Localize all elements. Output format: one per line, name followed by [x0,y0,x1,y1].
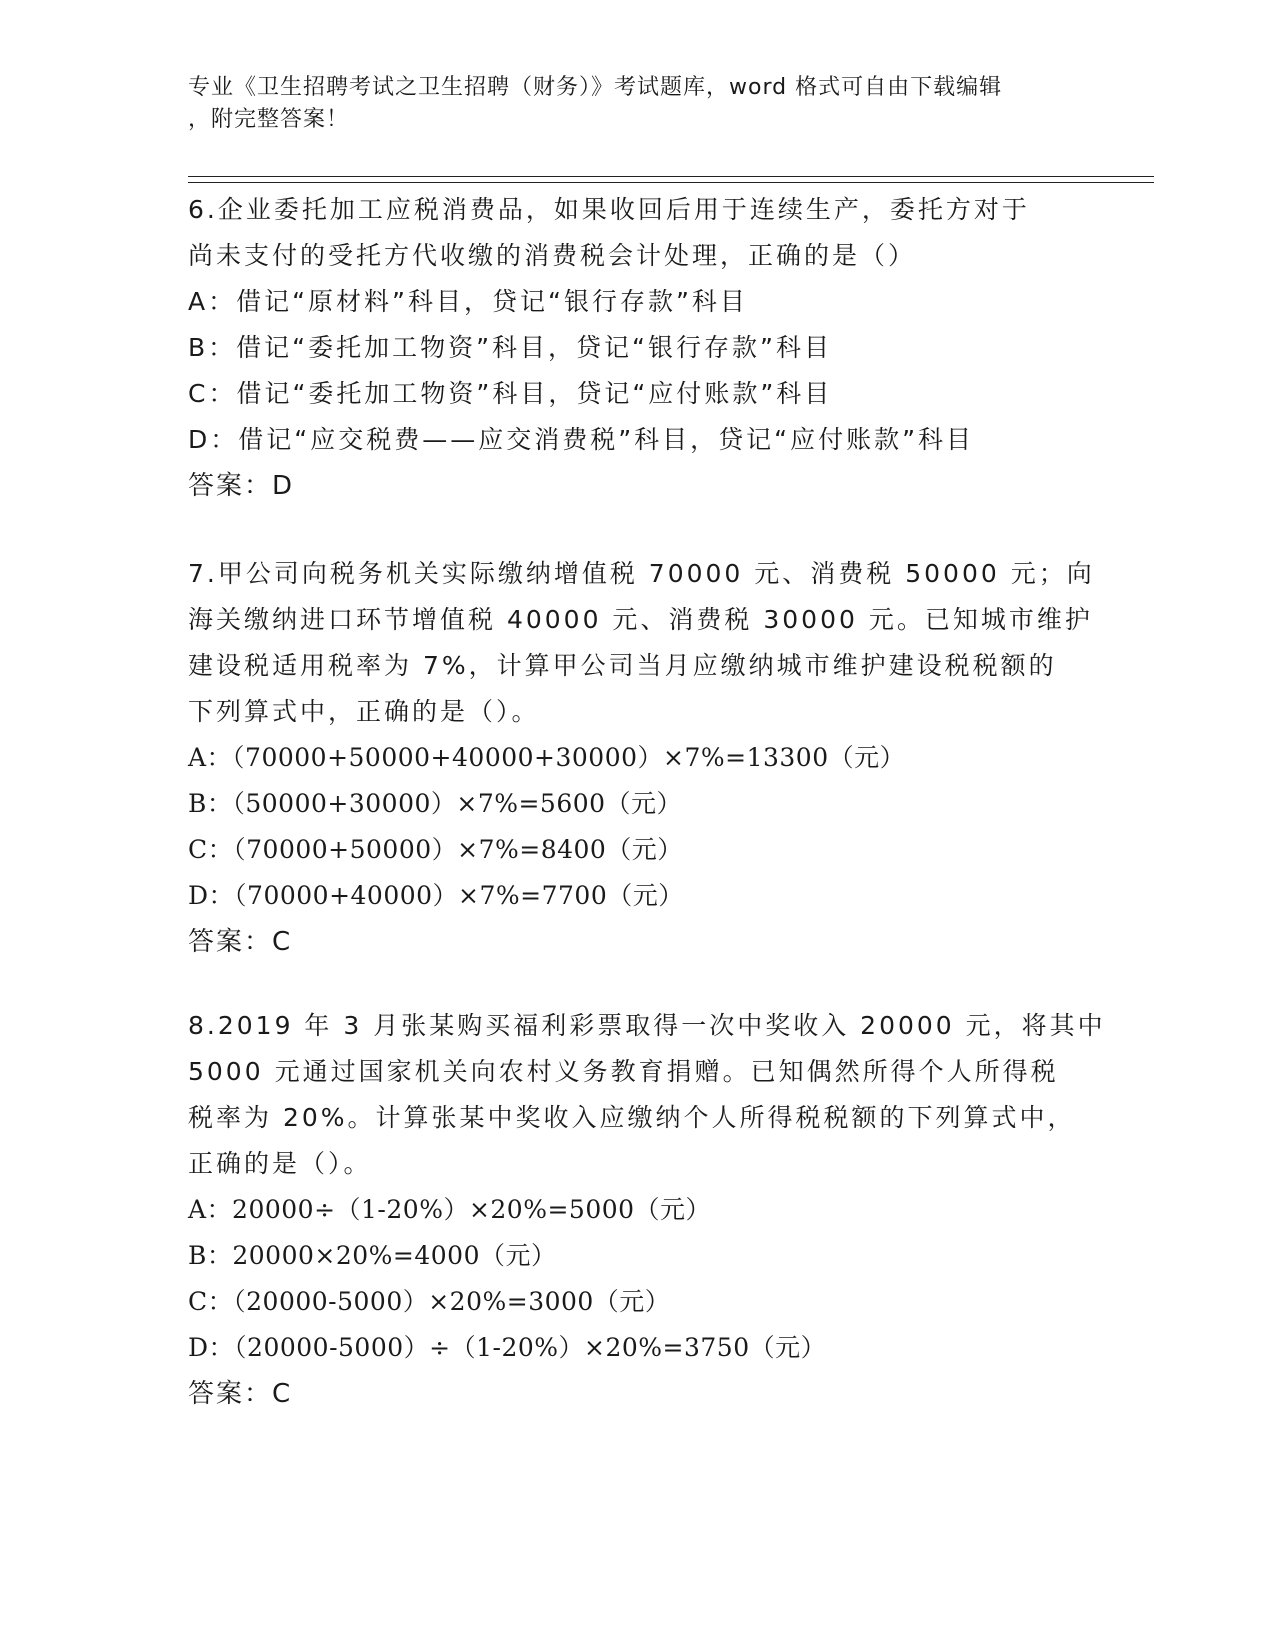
question-stem-line: 5000 元通过国家机关向农村义务教育捐赠。已知偶然所得个人所得税 [188,1057,1059,1086]
option-b: B：20000×20%=4000（元） [188,1241,557,1270]
question-stem-line: 尚未支付的受托方代收缴的消费税会计处理，正确的是（） [188,241,917,270]
answer: 答案：C [188,927,293,957]
question-stem-line: 8.2019 年 3 月张某购买福利彩票取得一次中奖收入 20000 元，将其中 [188,1011,1106,1040]
option-c: C：（20000-5000）×20%=3000（元） [188,1287,671,1316]
question-stem-line: 正确的是（）。 [188,1149,372,1178]
header-line-2: ，附完整答案！ [188,107,350,132]
header-divider-bottom [188,182,1154,183]
header-line-1: 专业《卫生招聘考试之卫生招聘（财务）》考试题库，word 格式可自由下载编辑 [188,75,1003,100]
document-header [188,72,1068,136]
question-stem-line: 6.企业委托加工应税消费品，如果收回后用于连续生产，委托方对于 [188,195,1030,224]
option-a: A：20000÷（1-20%）×20%=5000（元） [188,1195,712,1224]
option-c: C：借记“委托加工物资”科目，贷记“应付账款”科目 [188,379,833,408]
option-d: D：借记“应交税费——应交消费税”科目，贷记“应付账款”科目 [188,425,975,454]
option-b: B：借记“委托加工物资”科目，贷记“银行存款”科目 [188,333,832,362]
question-stem-line: 下列算式中，正确的是（）。 [188,697,540,726]
question-stem-line: 7.甲公司向税务机关实际缴纳增值税 70000 元、消费税 50000 元；向 [188,559,1095,588]
question-stem-line: 建设税适用税率为 7%，计算甲公司当月应缴纳城市维护建设税税额的 [188,651,1057,680]
question-8 [188,1003,1106,1417]
option-d: D：（20000-5000）÷（1-20%）×20%=3750（元） [188,1333,827,1362]
answer: 答案：C [188,1379,293,1409]
answer: 答案：D [188,471,295,501]
option-a: A：（70000+50000+40000+30000）×7%=13300（元） [188,743,906,772]
question-7 [188,551,1095,965]
option-c: C：（70000+50000）×7%=8400（元） [188,835,683,864]
option-d: D：（70000+40000）×7%=7700（元） [188,881,684,910]
question-stem-line: 税率为 20%。计算张某中奖收入应缴纳个人所得税税额的下列算式中， [188,1103,1076,1132]
header-divider-top [188,176,1154,177]
question-6 [188,187,1068,509]
question-stem-line: 海关缴纳进口环节增值税 40000 元、消费税 30000 元。已知城市维护 [188,605,1093,634]
option-b: B：（50000+30000）×7%=5600（元） [188,789,683,818]
option-a: A：借记“原材料”科目，贷记“银行存款”科目 [188,287,748,316]
